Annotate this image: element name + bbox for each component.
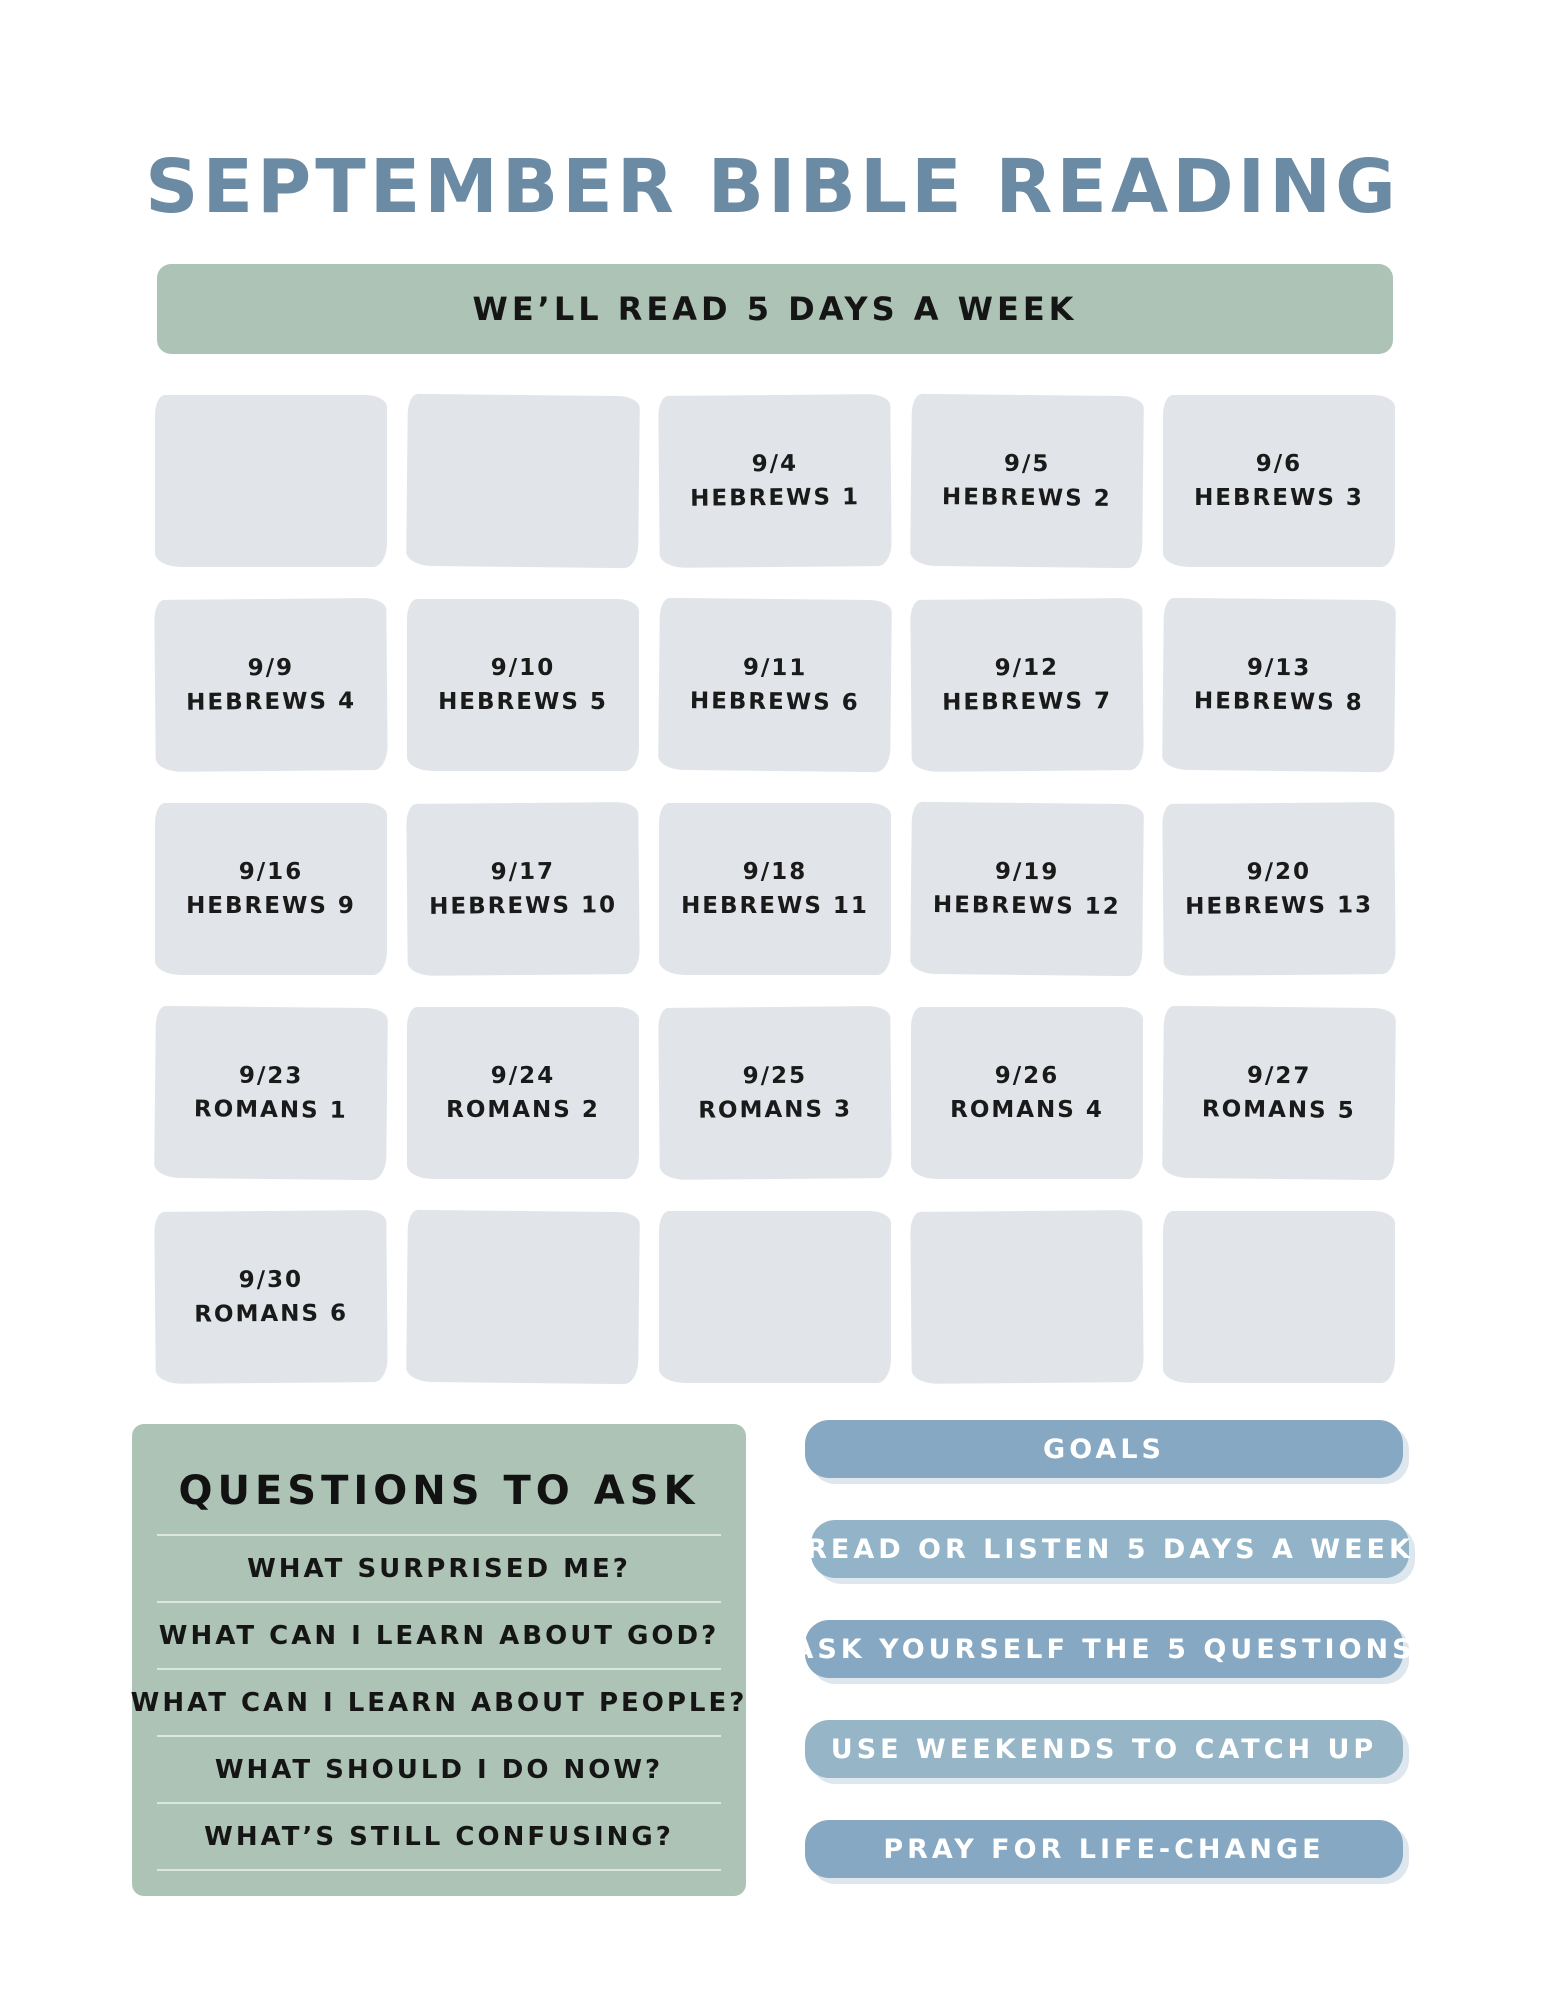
calendar-cell bbox=[910, 598, 1143, 772]
calendar-cell bbox=[154, 1006, 388, 1180]
cell-date: 9/25 bbox=[742, 1062, 808, 1090]
cell-date: 9/12 bbox=[994, 654, 1060, 682]
cell-reading: HEBREWS 3 bbox=[1194, 485, 1364, 511]
cell-reading: HEBREWS 11 bbox=[681, 893, 869, 919]
calendar-cell bbox=[406, 802, 639, 976]
calendar-cell bbox=[1163, 1211, 1395, 1383]
cell-date: 9/11 bbox=[742, 654, 808, 682]
question-item: WHAT SHOULD I DO NOW? bbox=[157, 1735, 721, 1802]
calendar-cell bbox=[658, 1006, 891, 1180]
goals-heading-pill: GOALS bbox=[805, 1420, 1403, 1478]
cell-date: 9/19 bbox=[994, 858, 1060, 886]
calendar-cell bbox=[658, 598, 892, 772]
question-item: WHAT CAN I LEARN ABOUT GOD? bbox=[157, 1601, 721, 1668]
cell-reading: HEBREWS 7 bbox=[942, 688, 1113, 716]
calendar-cell bbox=[407, 599, 639, 771]
calendar-cell bbox=[910, 394, 1144, 568]
cell-reading: HEBREWS 6 bbox=[689, 688, 860, 716]
calendar-cell bbox=[1162, 598, 1396, 772]
cell-reading: HEBREWS 5 bbox=[438, 689, 608, 715]
questions-panel bbox=[132, 1424, 746, 1896]
cell-reading: ROMANS 1 bbox=[193, 1096, 348, 1124]
calendar-cell bbox=[659, 803, 891, 975]
cell-date: 9/5 bbox=[1003, 450, 1051, 478]
reading-frequency-banner: WE’LL READ 5 DAYS A WEEK bbox=[157, 264, 1393, 354]
cell-date: 9/20 bbox=[1246, 858, 1312, 886]
cell-date: 9/26 bbox=[994, 1063, 1060, 1089]
cell-reading: HEBREWS 8 bbox=[1193, 688, 1364, 716]
cell-date: 9/6 bbox=[1255, 451, 1303, 477]
question-item: WHAT’S STILL CONFUSING? bbox=[157, 1802, 721, 1871]
page-title: SEPTEMBER BIBLE READING bbox=[145, 144, 1400, 230]
cell-date: 9/13 bbox=[1246, 654, 1312, 682]
cell-date: 9/10 bbox=[490, 655, 556, 681]
goal-pill: PRAY FOR LIFE-CHANGE bbox=[805, 1820, 1403, 1878]
goal-pill: USE WEEKENDS TO CATCH UP bbox=[805, 1720, 1403, 1778]
cell-date: 9/30 bbox=[238, 1266, 304, 1294]
calendar-cell bbox=[154, 1210, 387, 1384]
cell-reading: ROMANS 5 bbox=[1201, 1096, 1356, 1124]
cell-reading: HEBREWS 10 bbox=[429, 892, 618, 920]
calendar-cell bbox=[910, 802, 1144, 976]
questions-list bbox=[130, 1534, 748, 1871]
reading-calendar bbox=[155, 395, 1395, 1383]
calendar-cell bbox=[659, 1211, 891, 1383]
calendar-cell bbox=[406, 394, 640, 568]
cell-reading: HEBREWS 12 bbox=[932, 892, 1121, 920]
cell-date: 9/18 bbox=[742, 859, 808, 885]
cell-date: 9/16 bbox=[238, 859, 304, 885]
cell-reading: ROMANS 2 bbox=[446, 1097, 600, 1123]
question-item: WHAT CAN I LEARN ABOUT PEOPLE? bbox=[157, 1668, 721, 1735]
cell-date: 9/24 bbox=[490, 1063, 556, 1089]
cell-reading: HEBREWS 4 bbox=[186, 688, 357, 716]
goal-pill: READ OR LISTEN 5 DAYS A WEEK bbox=[811, 1520, 1409, 1578]
calendar-cell bbox=[155, 803, 387, 975]
cell-date: 9/27 bbox=[1246, 1062, 1312, 1090]
cell-reading: ROMANS 6 bbox=[194, 1300, 349, 1328]
calendar-cell bbox=[154, 598, 387, 772]
goal-pill: ASK YOURSELF THE 5 QUESTIONS bbox=[805, 1620, 1403, 1678]
calendar-cell bbox=[407, 1007, 639, 1179]
cell-reading: ROMANS 3 bbox=[698, 1096, 853, 1124]
cell-date: 9/9 bbox=[247, 654, 295, 682]
calendar-cell bbox=[1162, 1006, 1396, 1180]
calendar-cell bbox=[1163, 395, 1395, 567]
questions-title: QUESTIONS TO ASK bbox=[178, 1468, 700, 1514]
cell-reading: HEBREWS 9 bbox=[186, 893, 356, 919]
cell-date: 9/4 bbox=[751, 450, 799, 478]
cell-reading: ROMANS 4 bbox=[950, 1097, 1104, 1123]
calendar-cell bbox=[911, 1007, 1143, 1179]
cell-reading: HEBREWS 1 bbox=[690, 484, 861, 512]
calendar-cell bbox=[658, 394, 891, 568]
calendar-cell bbox=[910, 1210, 1143, 1384]
cell-date: 9/17 bbox=[490, 858, 556, 886]
question-item: WHAT SURPRISED ME? bbox=[157, 1534, 721, 1601]
cell-reading: HEBREWS 2 bbox=[941, 484, 1112, 512]
cell-date: 9/23 bbox=[238, 1062, 304, 1090]
calendar-cell bbox=[406, 1210, 640, 1384]
calendar-cell bbox=[155, 395, 387, 567]
calendar-cell bbox=[1162, 802, 1395, 976]
cell-reading: HEBREWS 13 bbox=[1185, 892, 1374, 920]
